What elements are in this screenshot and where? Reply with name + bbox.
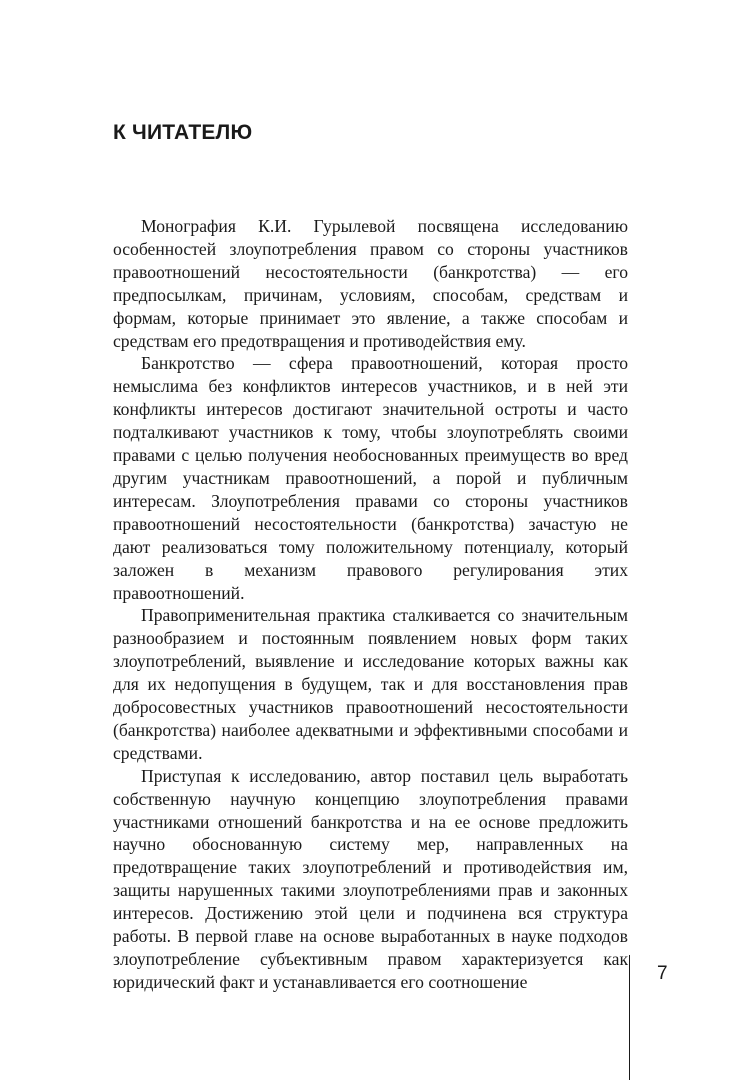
paragraph-4: Приступая к исследованию, автор поставил цель выработать собственную научную концепцию злоупотребления правами участниками отношений банкротства и на ее основе предложить научно обоснованную систему мер, направленных на предотвращение таких злоупотреблений и противодействия им, защиты нарушенных такими злоупотреблениями прав и законных интересов. Достижению этой цели и подчинена вся структура работы. В первой главе на основе выработанных в науке подходов злоупотребление субъективным правом характеризуется как юридический факт и устанавливается его соотношение [113, 765, 628, 992]
section-heading: К ЧИТАТЕЛЮ [113, 121, 253, 144]
body-text [113, 215, 628, 994]
paragraph-1: Монография К.И. Гурылевой посвящена исследованию особенностей злоупотребления правом со стороны участников правоотношений несостоятельности (банкротства) — его предпосылкам, причинам, условиям, способам, средствам и формам, которые принимает это явление, а также способам и средствам его предотвращения и противодействия ему. [113, 216, 628, 351]
paragraph-3: Правоприменительная практика сталкивается со значительным разнообразием и постоянным появлением новых форм таких злоупотреблений, выявление и исследование которых важны как для их недопущения в будущем, так и для восстановления прав добросовестных участников правоотношений несостоятельности (банкротства) наиболее адекватными и эффективными способами и средствами. [113, 605, 628, 763]
page-number: 7 [657, 963, 668, 984]
paragraph-2: Банкротство — сфера правоотношений, которая просто немыслима без конфликтов интересов участников, и в ней эти конфликты интересов достигают значительной остроты и часто подталкивают участников к тому, чтобы злоупотреблять своими правами с целью получения необоснованных преимуществ во вред другим участникам правоотношений, а порой и публичным интересам. Злоупотребления правами со стороны участников правоотношений несостоятельности (банкротства) зачастую не дают реализоваться тому положительному потенциалу, который заложен в механизм правового регулирования этих правоотношений. [113, 353, 628, 603]
page-number-divider [629, 955, 630, 1080]
